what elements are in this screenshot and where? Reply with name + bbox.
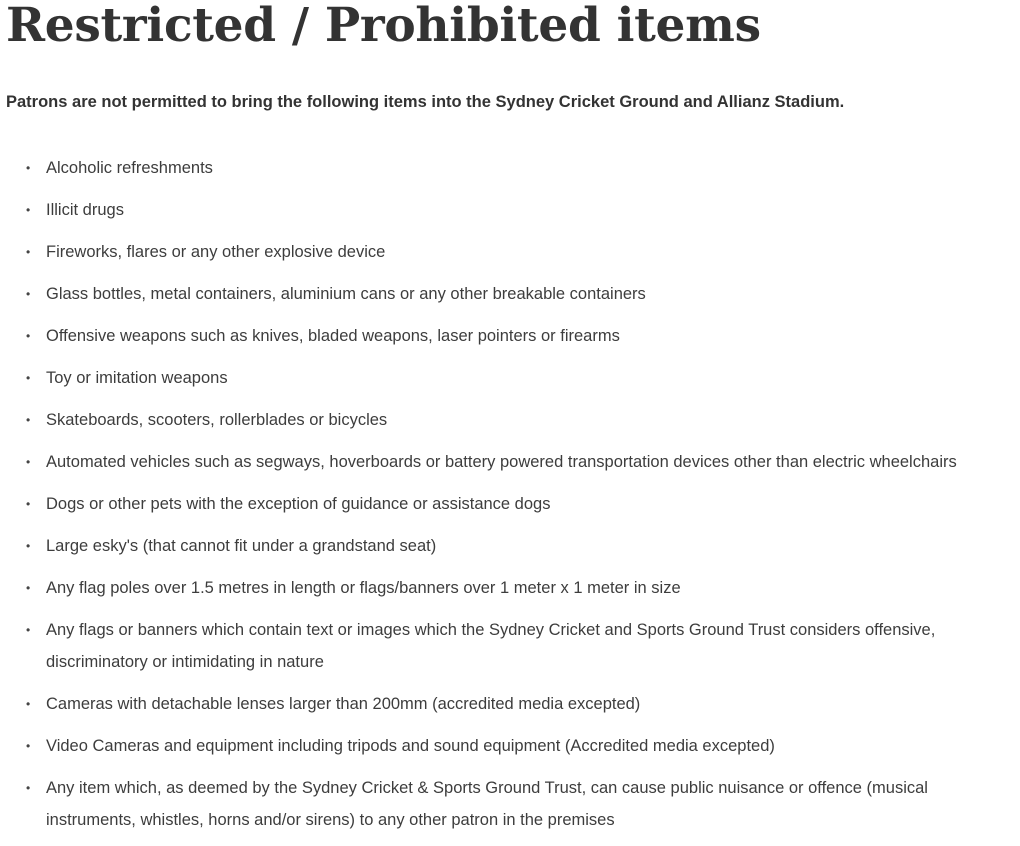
list-item-text: Automated vehicles such as segways, hoverboards or battery powered transportation devices other than electric wheelchairs [46,453,957,471]
list-item-text: Alcoholic refreshments [46,159,213,177]
list-item [0,614,1020,678]
bullet-icon: • [26,539,31,553]
page-title: Restricted / Prohibited items [6,0,761,53]
list-item [0,530,1020,562]
bullet-icon: • [26,371,31,385]
list-item [0,278,1020,310]
bullet-icon: • [26,245,31,259]
bullet-icon: • [26,739,31,753]
list-item [0,772,1020,836]
bullet-icon: • [26,623,31,637]
list-item [0,730,1020,762]
list-item-text: Dogs or other pets with the exception of guidance or assistance dogs [46,495,551,513]
list-item [0,320,1020,352]
bullet-icon: • [26,781,31,795]
list-item [0,362,1020,394]
list-item-text: Any flag poles over 1.5 metres in length or flags/banners over 1 meter x 1 meter in size [46,579,681,597]
list-item [0,194,1020,226]
list-item [0,688,1020,720]
bullet-icon: • [26,581,31,595]
list-item [0,236,1020,268]
list-item [0,404,1020,436]
list-item-text: Skateboards, scooters, rollerblades or bicycles [46,411,388,429]
list-item-text: Cameras with detachable lenses larger than 200mm (accredited media excepted) [46,695,641,713]
list-item [0,572,1020,604]
list-item-text: Offensive weapons such as knives, bladed weapons, laser pointers or firearms [46,327,620,345]
intro-paragraph: Patrons are not permitted to bring the following items into the Sydney Cricket Ground and Allianz Stadium. [6,93,845,111]
list-item-text: Any item which, as deemed by the Sydney Cricket & Sports Ground Trust, can cause public nuisance or offence (musical instruments, whistles, horns and/or sirens) to any other patron in the premises [46,779,928,829]
list-item [0,446,1020,478]
bullet-icon: • [26,455,31,469]
list-item-text: Glass bottles, metal containers, aluminium cans or any other breakable containers [46,285,646,303]
list-item-text: Video Cameras and equipment including tripods and sound equipment (Accredited media excepted) [46,737,775,755]
list-item [0,152,1020,184]
list-item-text: Large esky's (that cannot fit under a grandstand seat) [46,537,437,555]
bullet-icon: • [26,287,31,301]
list-item-text: Toy or imitation weapons [46,369,228,387]
prohibited-items-list [0,152,1020,846]
bullet-icon: • [26,203,31,217]
list-item-text: Any flags or banners which contain text or images which the Sydney Cricket and Sports Ground Trust considers offensive, discriminatory or intimidating in nature [46,621,936,671]
list-item-text: Fireworks, flares or any other explosive device [46,243,386,261]
list-item-text: Illicit drugs [46,201,124,219]
list-item [0,488,1020,520]
bullet-icon: • [26,329,31,343]
bullet-icon: • [26,497,31,511]
bullet-icon: • [26,413,31,427]
bullet-icon: • [26,161,31,175]
bullet-icon: • [26,697,31,711]
